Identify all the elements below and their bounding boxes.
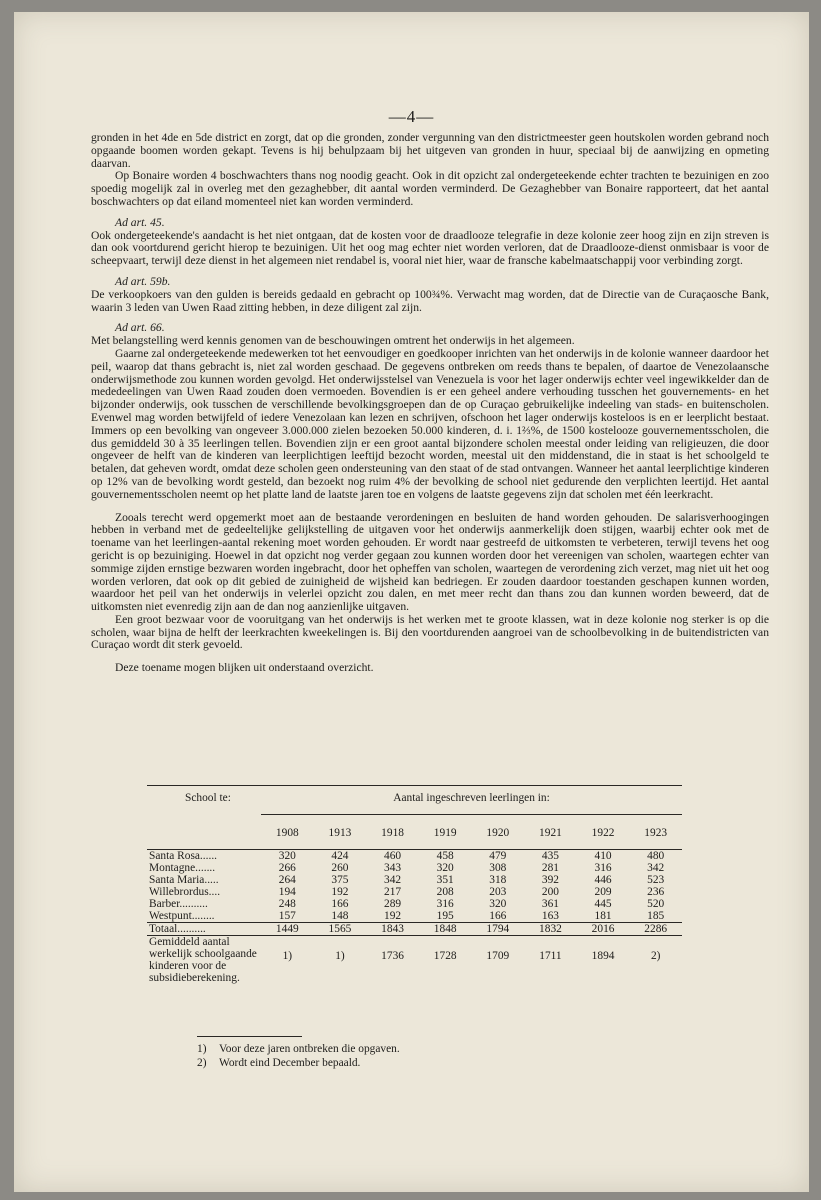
footnote (197, 1056, 400, 1070)
cell-value: 203 (489, 886, 507, 898)
header-school: School te: (185, 792, 231, 804)
cell-value: 217 (384, 886, 402, 898)
cell-value: 316 (436, 898, 454, 910)
school-name: Santa Rosa...... (149, 850, 218, 862)
table-row (147, 850, 682, 863)
document-page (14, 12, 809, 1192)
table-row (147, 862, 682, 874)
cell-value: 195 (436, 910, 454, 922)
average-row (147, 936, 682, 985)
cell-value: 410 (594, 850, 612, 862)
paragraph: De verkoopkoers van den gulden is bereids gedaald en gebracht op 100¾%. Verwacht mag worden, dat de Directie van de Curaçaosche Bank, waarin 3 leden van Uwen Raad zitting hebben, in deze diligent zal zijn. (91, 287, 769, 314)
paragraph: Ook ondergeteekende's aandacht is het niet ontgaan, dat de kosten voor de draadlooze telegrafie in deze kolonie zeer hoog zijn en zijn streven is dan ook voortdurend gericht hierop te bezuinigen. Uit het oog mag echter niet worden verloren, dat de Draadlooze-dienst onmisbaar is voor de scheepvaart, terwijl deze dienst in het algemeen niet rendabel is, vooral niet hier, waar de fransche kabelmaatschappij voor verbinding zorgt. (91, 228, 769, 268)
cell-value: 264 (278, 874, 296, 886)
cell-value: 260 (331, 862, 349, 874)
average-value: 1736 (381, 950, 404, 962)
school-name: Montagne....... (149, 862, 216, 874)
cell-value: 342 (647, 862, 665, 874)
total-value: 1843 (381, 923, 404, 935)
total-value: 1449 (275, 923, 299, 935)
table-row (147, 886, 682, 898)
footnote-text: Voor deze jaren ontbreken die opgaven. (219, 1043, 400, 1055)
school-name: Willebrordus.... (149, 886, 221, 898)
cell-value: 185 (647, 910, 665, 922)
average-value: 1709 (486, 950, 510, 962)
school-name: Barber.......... (149, 898, 208, 910)
cell-value: 148 (331, 910, 349, 922)
average-label: Gemiddeld aantal werkelijk schoolgaande kinderen voor de subsidieberekening. (149, 936, 257, 984)
total-value: 1848 (433, 923, 457, 935)
text-block-1 (91, 132, 769, 675)
paragraph: Een groot bezwaar voor de vooruitgang van het onderwijs is het werken met te groote klassen, wat in deze kolonie nog sterker is op die scholen, waar bijna de helft der leerkrachten kweekelingen is. Bij den voortdurenden aangroei van de schoolbevolking in de buitendistricten van Curaçao wordt dit sterk gevoeld. (91, 612, 769, 652)
cell-value: 361 (541, 898, 559, 910)
cell-value: 320 (436, 862, 454, 874)
cell-value: 351 (436, 874, 454, 886)
average-value: 1894 (591, 950, 615, 962)
cell-value: 181 (594, 910, 612, 922)
school-name: Westpunt........ (149, 910, 215, 922)
total-value: 2016 (591, 923, 615, 935)
cell-value: 460 (384, 850, 402, 862)
paragraph: gronden in het 4de en 5de district en zorgt, dat op die gronden, zonder vergunning van den districtmeester geen houtskolen worden gebrand noch opgaande boomen worden gekapt. Tevens is hij behulpzaam bij het uitgeven van gronden in huur, speciaal bij de aanwijzing en opmeting daarvan. (91, 131, 769, 170)
cell-value: 166 (489, 910, 507, 922)
article-heading: Ad art. 59b. (115, 274, 171, 288)
paragraph: Op Bonaire worden 4 boschwachters thans nog noodig geacht. Ook in dit opzicht zal ondergeteekende echter trachten te bezuinigen en zoo spoedig mogelijk zal in overleg met den gezaghebber, dit aantal worden verminderd. De Gezaghebber van Bonaire rapporteert, dat het aantal boschwachters op dat eiland momenteel niet kan worden verminderd. (91, 169, 769, 208)
total-value: 2286 (644, 923, 668, 935)
page-number: —4— (388, 107, 435, 126)
cell-value: 266 (278, 862, 296, 874)
total-value: 1832 (539, 923, 562, 935)
average-value: 2) (650, 950, 661, 962)
year-header: 1922 (591, 827, 615, 839)
cell-value: 392 (541, 874, 559, 886)
year-header: 1919 (433, 827, 457, 839)
cell-value: 523 (647, 874, 665, 886)
cell-value: 375 (331, 874, 349, 886)
footnote-mark: 1) (197, 1043, 207, 1055)
total-value: 1794 (486, 923, 510, 935)
cell-value: 445 (594, 898, 612, 910)
year-header: 1921 (539, 827, 562, 839)
cell-value: 343 (384, 862, 402, 874)
year-header: 1920 (486, 827, 510, 839)
total-value: 1565 (328, 923, 352, 935)
paragraph: Met belangstelling werd kennis genomen van de beschouwingen omtrent het onderwijs in het algemeen. (91, 334, 575, 348)
footnotes (197, 1042, 400, 1070)
average-value: 1) (335, 950, 345, 962)
school-name: Santa Maria..... (149, 874, 219, 886)
cell-value: 281 (541, 862, 559, 874)
table-row (147, 874, 682, 886)
cell-value: 192 (384, 910, 402, 922)
year-header: 1913 (328, 827, 352, 839)
cell-value: 157 (278, 910, 296, 922)
cell-value: 435 (541, 850, 559, 862)
footnote (197, 1042, 400, 1056)
year-header: 1923 (644, 827, 668, 839)
cell-value: 320 (489, 898, 507, 910)
year-header: 1908 (275, 827, 299, 839)
cell-value: 342 (384, 874, 402, 886)
cell-value: 520 (647, 898, 665, 910)
paragraph: Deze toename mogen blijken uit onderstaand overzicht. (115, 661, 374, 675)
cell-value: 209 (594, 886, 612, 898)
cell-value: 163 (541, 910, 559, 922)
cell-value: 479 (489, 850, 507, 862)
average-value: 1) (282, 950, 293, 962)
total-label: Totaal.......... (149, 923, 206, 935)
total-row (147, 923, 682, 936)
average-value: 1728 (433, 950, 457, 962)
cell-value: 446 (594, 874, 612, 886)
cell-value: 424 (331, 850, 349, 862)
year-header: 1918 (381, 827, 404, 839)
paragraph: Gaarne zal ondergeteekende medewerken tot het eenvoudiger en goedkooper inrichten van het onderwijs in de kolonie wanneer daardoor het peil, waarop dat thans gebracht is, niet zal worden geschaad. De gegevens ontbreken om reeds thans te bepalen, of daartoe de Venezolaansche onderwijsmethode zou kunnen worden gevolgd. Het onderwijsstelsel van Venezuela is voor het lager onderwijs echter veel ingewikkelder dan de mededeelingen van Uwen Raad zouden doen vermoeden. Bovendien is er een geheel andere verhouding tusschen het gouvernements- en het bijzonder onderwijs, ook tusschen de verschillende bevolkingsgroepen dan de op Curaçao gebruikelijke indeeling van stads- en buitenscholen. Evenwel mag worden betwijfeld of iedere Venezolaan kan lezen en schrijven, ofschoon het lager onderwijs kosteloos is en er leerplicht bestaat. Immers op een bevolking van ongeveer 3.000.000 zielen bezoeken 50.000 kinderen, d. i. 1⅔%, de 1500 kostelooze gouvernementsscholen, die dus gemiddeld 30 à 35 leerlingen tellen. Bovendien zijn er een groot aantal bijzondere scholen meestal onder leiding van religieuzen, die door ongeveer de helft van de kinderen van leerplichtigen leeftijd bezocht worden, meestal uit den middenstand, die in staat is het schoolgeld te betalen, dat geheven wordt, omdat deze scholen geen ondersteuning van den staat of de stad ontvangen. Wanneer het aantal leerplichtige kinderen op 12% van de bevolking wordt gesteld, dan bezoekt nog ruim 4% der bevolking de school niet gedurende den verplichten leertijd. Het aantal gouvernementsscholen neemt op het platte land de laatste jaren toe en volgens de laatste gegevens zijn dat scholen met één leerkracht. (91, 346, 769, 501)
article-heading: Ad art. 45. (115, 215, 165, 229)
article-heading: Ad art. 66. (115, 321, 165, 335)
cell-value: 316 (594, 862, 612, 874)
average-value: 1711 (539, 950, 562, 962)
cell-value: 208 (436, 886, 454, 898)
cell-value: 194 (278, 886, 296, 898)
footnote-text: Wordt eind December bepaald. (219, 1057, 361, 1069)
enrollment-table (147, 785, 682, 984)
cell-value: 236 (647, 886, 665, 898)
cell-value: 480 (647, 850, 665, 862)
cell-value: 458 (436, 850, 454, 862)
cell-value: 192 (331, 886, 349, 898)
table-row (147, 910, 682, 923)
cell-value: 248 (278, 898, 296, 910)
paragraph: Zooals terecht werd opgemerkt moet aan de bestaande verordeningen en besluiten de hand worden gehouden. De salarisverhoogingen hebben in verband met de gedeeltelijke gelijkstelling de uitgaven voor het onderwijs aanmerkelijk doen stijgen, waarbij echter ook met de toename van het leerlingen-aantal rekening moet worden gehouden. Er wordt naar gestreefd de uitkomsten te verbeteren, terwijl tevens het oog gericht is op bezuiniging. Hoewel in dat opzicht nog verder gegaan zou kunnen worden door het vereenigen van scholen, waartegen echter van sommige zijden ernstige bezwaren worden ingebracht, door het opheffen van scholen, waartegen de verordening zich verzet, mag niet uit het oog worden verloren, dat ook op dit gebied de zuinigheid de wijsheid kan bedriegen. Er zouden daardoor toestanden geschapen kunnen worden, waardoor het peil van het onderwijs in velerlei opzicht zou dalen, en met meer recht dan thans zou dan kunnen worden beweerd, dat de uitkomsten niet evenredig zijn aan de dan nog aanzienlijke uitgaven. (91, 510, 769, 614)
cell-value: 320 (278, 850, 296, 862)
cell-value: 166 (331, 898, 349, 910)
footnote-mark: 2) (197, 1057, 207, 1069)
table-row (147, 898, 682, 910)
cell-value: 308 (489, 862, 507, 874)
footnote-rule (197, 1036, 302, 1037)
cell-value: 200 (541, 886, 559, 898)
header-caption: Aantal ingeschreven leerlingen in: (393, 792, 550, 804)
cell-value: 289 (384, 898, 402, 910)
cell-value: 318 (489, 874, 507, 886)
